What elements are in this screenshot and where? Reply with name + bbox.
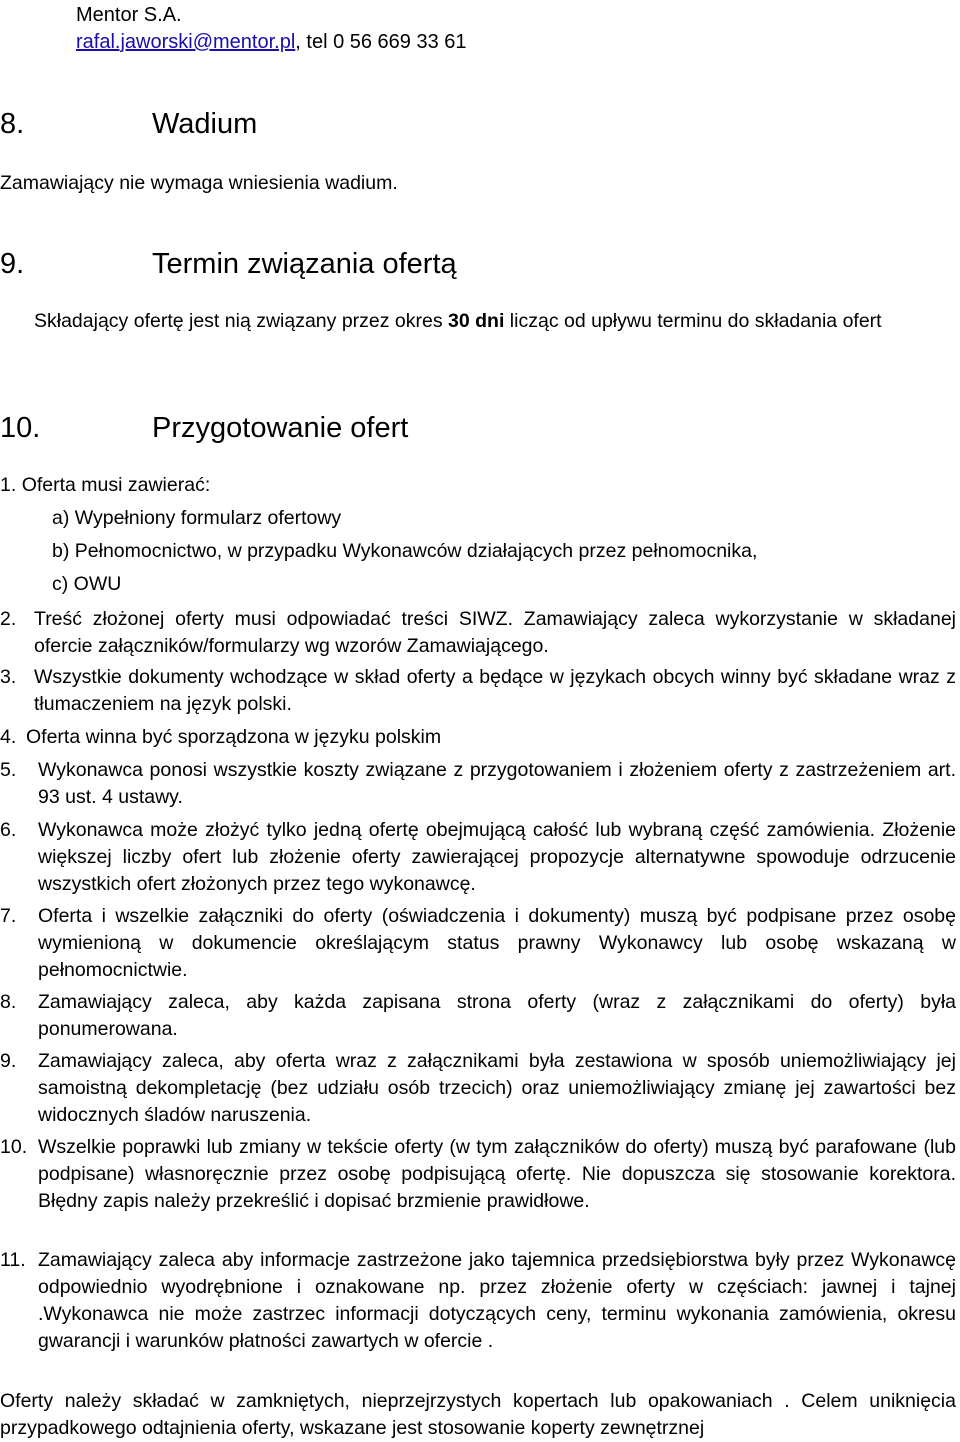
item-marker: 6. (0, 819, 17, 841)
item-marker: 9. (0, 1050, 17, 1072)
closing-paragraph: Oferty należy składać w zamkniętych, nieprzejrzystych kopertach lub opakowaniach . Celem uniknięcia przypadkowego odtajnienia oferty, wskazane jest stosowanie koperty zewnętrznej (0, 1390, 956, 1439)
company-name: Mentor S.A. (76, 4, 182, 26)
sub-item-a: a) Wypełniony formularz ofertowy (52, 507, 342, 529)
item-marker: 2. (0, 608, 17, 630)
item-marker: 8. (0, 991, 17, 1013)
section-number: 8. (0, 108, 25, 140)
deadline-bold: 30 dni (448, 310, 505, 332)
section-title: Termin związania ofertą (152, 248, 457, 280)
item-marker: 3. (0, 666, 17, 688)
section-8-text: Zamawiający nie wymaga wniesienia wadium. (0, 172, 398, 194)
text-part: Składający ofertę jest nią związany przez okres (34, 310, 449, 332)
list-item-1 (0, 474, 210, 497)
item-marker: 1. (0, 474, 17, 496)
text-part: licząc od upływu terminu do składania ofert (504, 310, 882, 332)
section-title: Wadium (152, 108, 258, 140)
list-item-11: Zamawiający zaleca aby informacje zastrzeżone jako tajemnica przedsiębiorstwa były przez Wykonawcę odpowiednio wyodrębnione i oznakowane np. przez złożenie oferty w częściach: jawnej i tajnej .Wykonawca nie może zastrzec informacji dotyczących ceny, terminu wykonania zamówienia, okresu gwarancji i warunków płatności zawartych w ofercie . (38, 1249, 956, 1352)
list-item-2: Treść złożonej oferty musi odpowiadać treści SIWZ. Zamawiający zaleca wykorzystanie w składanej ofercie załączników/formularzy wg wzorów Zamawiającego. (34, 608, 956, 657)
list-item-6: Wykonawca może złożyć tylko jedną ofertę obejmującą całość lub wybraną część zamówienia. Złożenie większej liczby ofert lub złożenie oferty zawierającej propozycje alternatywne spowoduje odrzucenie wszystkich ofert złożonych przez tego wykonawcę. (38, 819, 956, 895)
item-marker: 11. (0, 1249, 26, 1271)
list-item-4: Oferta winna być sporządzona w języku polskim (26, 726, 442, 748)
item-marker: 5. (0, 759, 17, 781)
list-item-7: Oferta i wszelkie załączniki do oferty (oświadczenia i dokumenty) muszą być podpisane przez osobę wymienioną w dokumencie określającym status prawny Wykonawcy lub osobę wskazaną w pełnomocnictwie. (38, 905, 956, 981)
item-marker: 7. (0, 905, 17, 927)
item-marker: 10. (0, 1136, 28, 1158)
section-title: Przygotowanie ofert (152, 412, 409, 444)
section-number: 9. (0, 248, 25, 280)
sub-item-c: c) OWU (52, 573, 122, 595)
list-item-8: Zamawiający zaleca, aby każda zapisana strona oferty (wraz z załącznikami do oferty) była ponumerowana. (38, 991, 956, 1040)
list-item-9: Zamawiający zaleca, aby oferta wraz z załącznikami była zestawiona w sposób uniemożliwiający jej samoistną dekompletację (bez udziału osób trzecich) oraz uniemożliwiający zmianę jej zawartości bez widocznych śladów naruszenia. (38, 1050, 956, 1126)
item-text: Oferta musi zawierać: (21, 474, 211, 496)
list-item-3: Wszystkie dokumenty wchodzące w skład oferty a będące w językach obcych winny być składane wraz z tłumaczeniem na język polski. (34, 666, 956, 715)
list-item-5: Wykonawca ponosi wszystkie koszty związane z przygotowaniem i złożeniem oferty z zastrzeżeniem art. 93 ust. 4 ustawy. (38, 759, 956, 808)
contact-line (76, 31, 467, 54)
section-number: 10. (0, 412, 41, 444)
item-marker: 4. (0, 726, 17, 748)
list-item-10: Wszelkie poprawki lub zmiany w tekście oferty (w tym załączników do oferty) muszą być parafowane (lub podpisane) własnoręcznie przez osobę podpisującą ofertę. Nie dopuszcza się stosowanie korektora. Błędny zapis należy przekreślić i dopisać brzmienie prawidłowe. (38, 1136, 956, 1212)
section-9-text (34, 308, 956, 335)
phone-text: , tel 0 56 669 33 61 (295, 31, 467, 53)
email-link[interactable]: rafal.jaworski@mentor.pl (76, 31, 296, 53)
sub-item-b: b) Pełnomocnictwo, w przypadku Wykonawców działających przez pełnomocnika, (52, 540, 758, 562)
